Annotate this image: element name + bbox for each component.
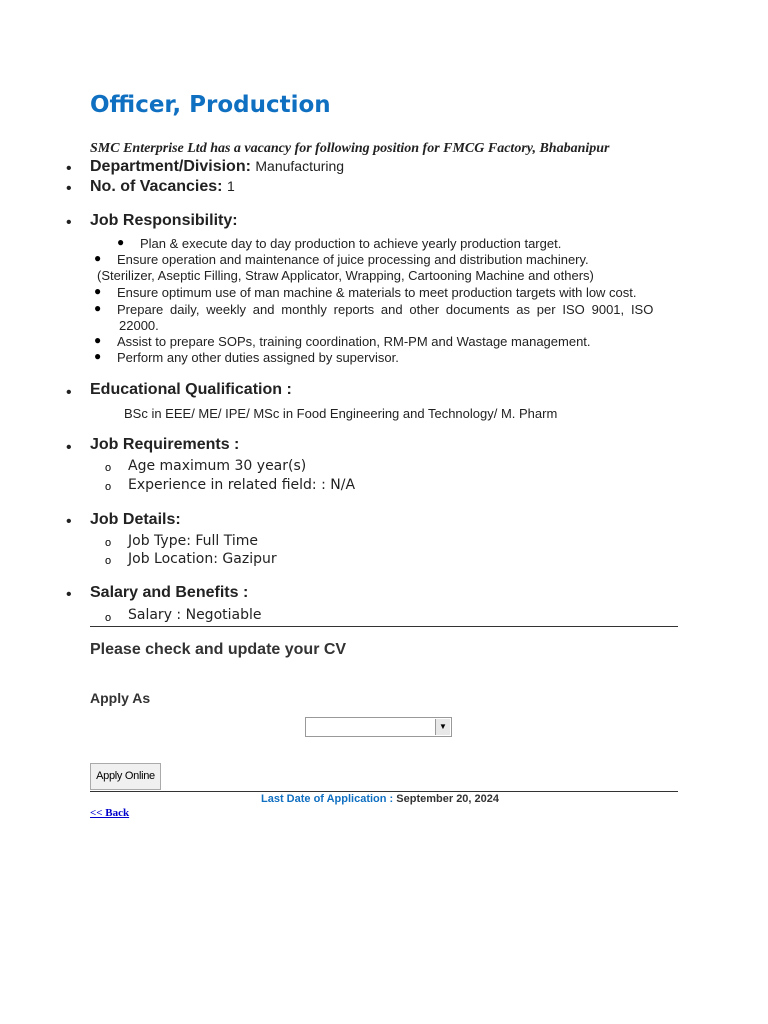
divider (90, 626, 678, 627)
divider (90, 791, 678, 792)
responsibility-item: Assist to prepare SOPs, training coordination, RM-PM and Wastage management. (117, 334, 591, 349)
department-row (90, 158, 344, 176)
vacancies-value: 1 (226, 178, 235, 194)
bullet-icon: • (66, 513, 72, 530)
bullet-icon: • (66, 214, 72, 231)
bullet-icon: • (66, 586, 72, 603)
vacancies-label: No. of Vacancies: (90, 178, 223, 195)
responsibility-item: (Sterilizer, Aseptic Filling, Straw Applicator, Wrapping, Cartooning Machine and others) (97, 268, 594, 283)
salary-item: Salary : Negotiable (128, 607, 262, 623)
vacancies-row (90, 178, 235, 196)
bullet-icon: ● (94, 284, 102, 298)
bullet-icon: • (66, 160, 72, 177)
requirement-item: Age maximum 30 year(s) (128, 458, 307, 474)
chevron-down-icon[interactable]: ▼ (435, 719, 450, 735)
department-value: Manufacturing (255, 158, 345, 174)
circle-bullet-icon: o (105, 462, 112, 474)
last-date-label: Last Date of Application : (261, 793, 394, 805)
circle-bullet-icon: o (105, 537, 112, 549)
bullet-icon: • (66, 439, 72, 456)
bullet-icon: ● (94, 251, 102, 265)
back-link[interactable]: << Back (90, 807, 130, 819)
circle-bullet-icon: o (105, 555, 112, 567)
salary-label: Salary and Benefits : (90, 584, 249, 601)
bullet-icon: ● (94, 349, 102, 363)
education-label: Educational Qualification : (90, 381, 292, 398)
details-label: Job Details: (90, 511, 181, 528)
requirements-label: Job Requirements : (90, 436, 240, 453)
apply-as-label: Apply As (90, 690, 151, 706)
responsibility-label: Job Responsibility: (90, 212, 238, 229)
apply-as-select[interactable] (305, 717, 452, 737)
check-cv-heading: Please check and update your CV (90, 641, 347, 658)
bullet-icon: • (66, 180, 72, 197)
bullet-icon: • (66, 384, 72, 401)
responsibility-item: Plan & execute day to day production to achieve yearly production target. (140, 236, 562, 251)
bullet-icon: ● (94, 333, 102, 347)
bullet-icon: ● (94, 301, 102, 315)
last-date-value: September 20, 2024 (396, 793, 500, 805)
education-value: BSc in EEE/ ME/ IPE/ MSc in Food Engineering and Technology/ M. Pharm (124, 406, 558, 421)
detail-item: Job Type: Full Time (128, 533, 259, 549)
detail-item: Job Location: Gazipur (128, 551, 277, 567)
responsibility-item: Prepare daily, weekly and monthly reports and other documents as per ISO 9001, ISO (117, 302, 654, 317)
last-date (261, 793, 499, 805)
bullet-icon: ● (117, 235, 125, 249)
responsibility-item: Ensure optimum use of man machine & materials to meet production targets with low cost. (117, 285, 637, 300)
department-label: Department/Division: (90, 158, 251, 175)
responsibility-item: Ensure operation and maintenance of juice processing and distribution machinery. (117, 252, 589, 267)
intro-text: SMC Enterprise Ltd has a vacancy for following position for FMCG Factory, Bhabanipur (90, 141, 610, 156)
requirement-item: Experience in related field: : N/A (128, 477, 356, 493)
circle-bullet-icon: o (105, 612, 112, 624)
circle-bullet-icon: o (105, 481, 112, 493)
responsibility-item: Perform any other duties assigned by supervisor. (117, 350, 399, 365)
apply-online-button[interactable]: Apply Online (90, 763, 161, 790)
responsibility-item: 22000. (119, 318, 159, 333)
page-title: Officer, Production (90, 92, 331, 118)
